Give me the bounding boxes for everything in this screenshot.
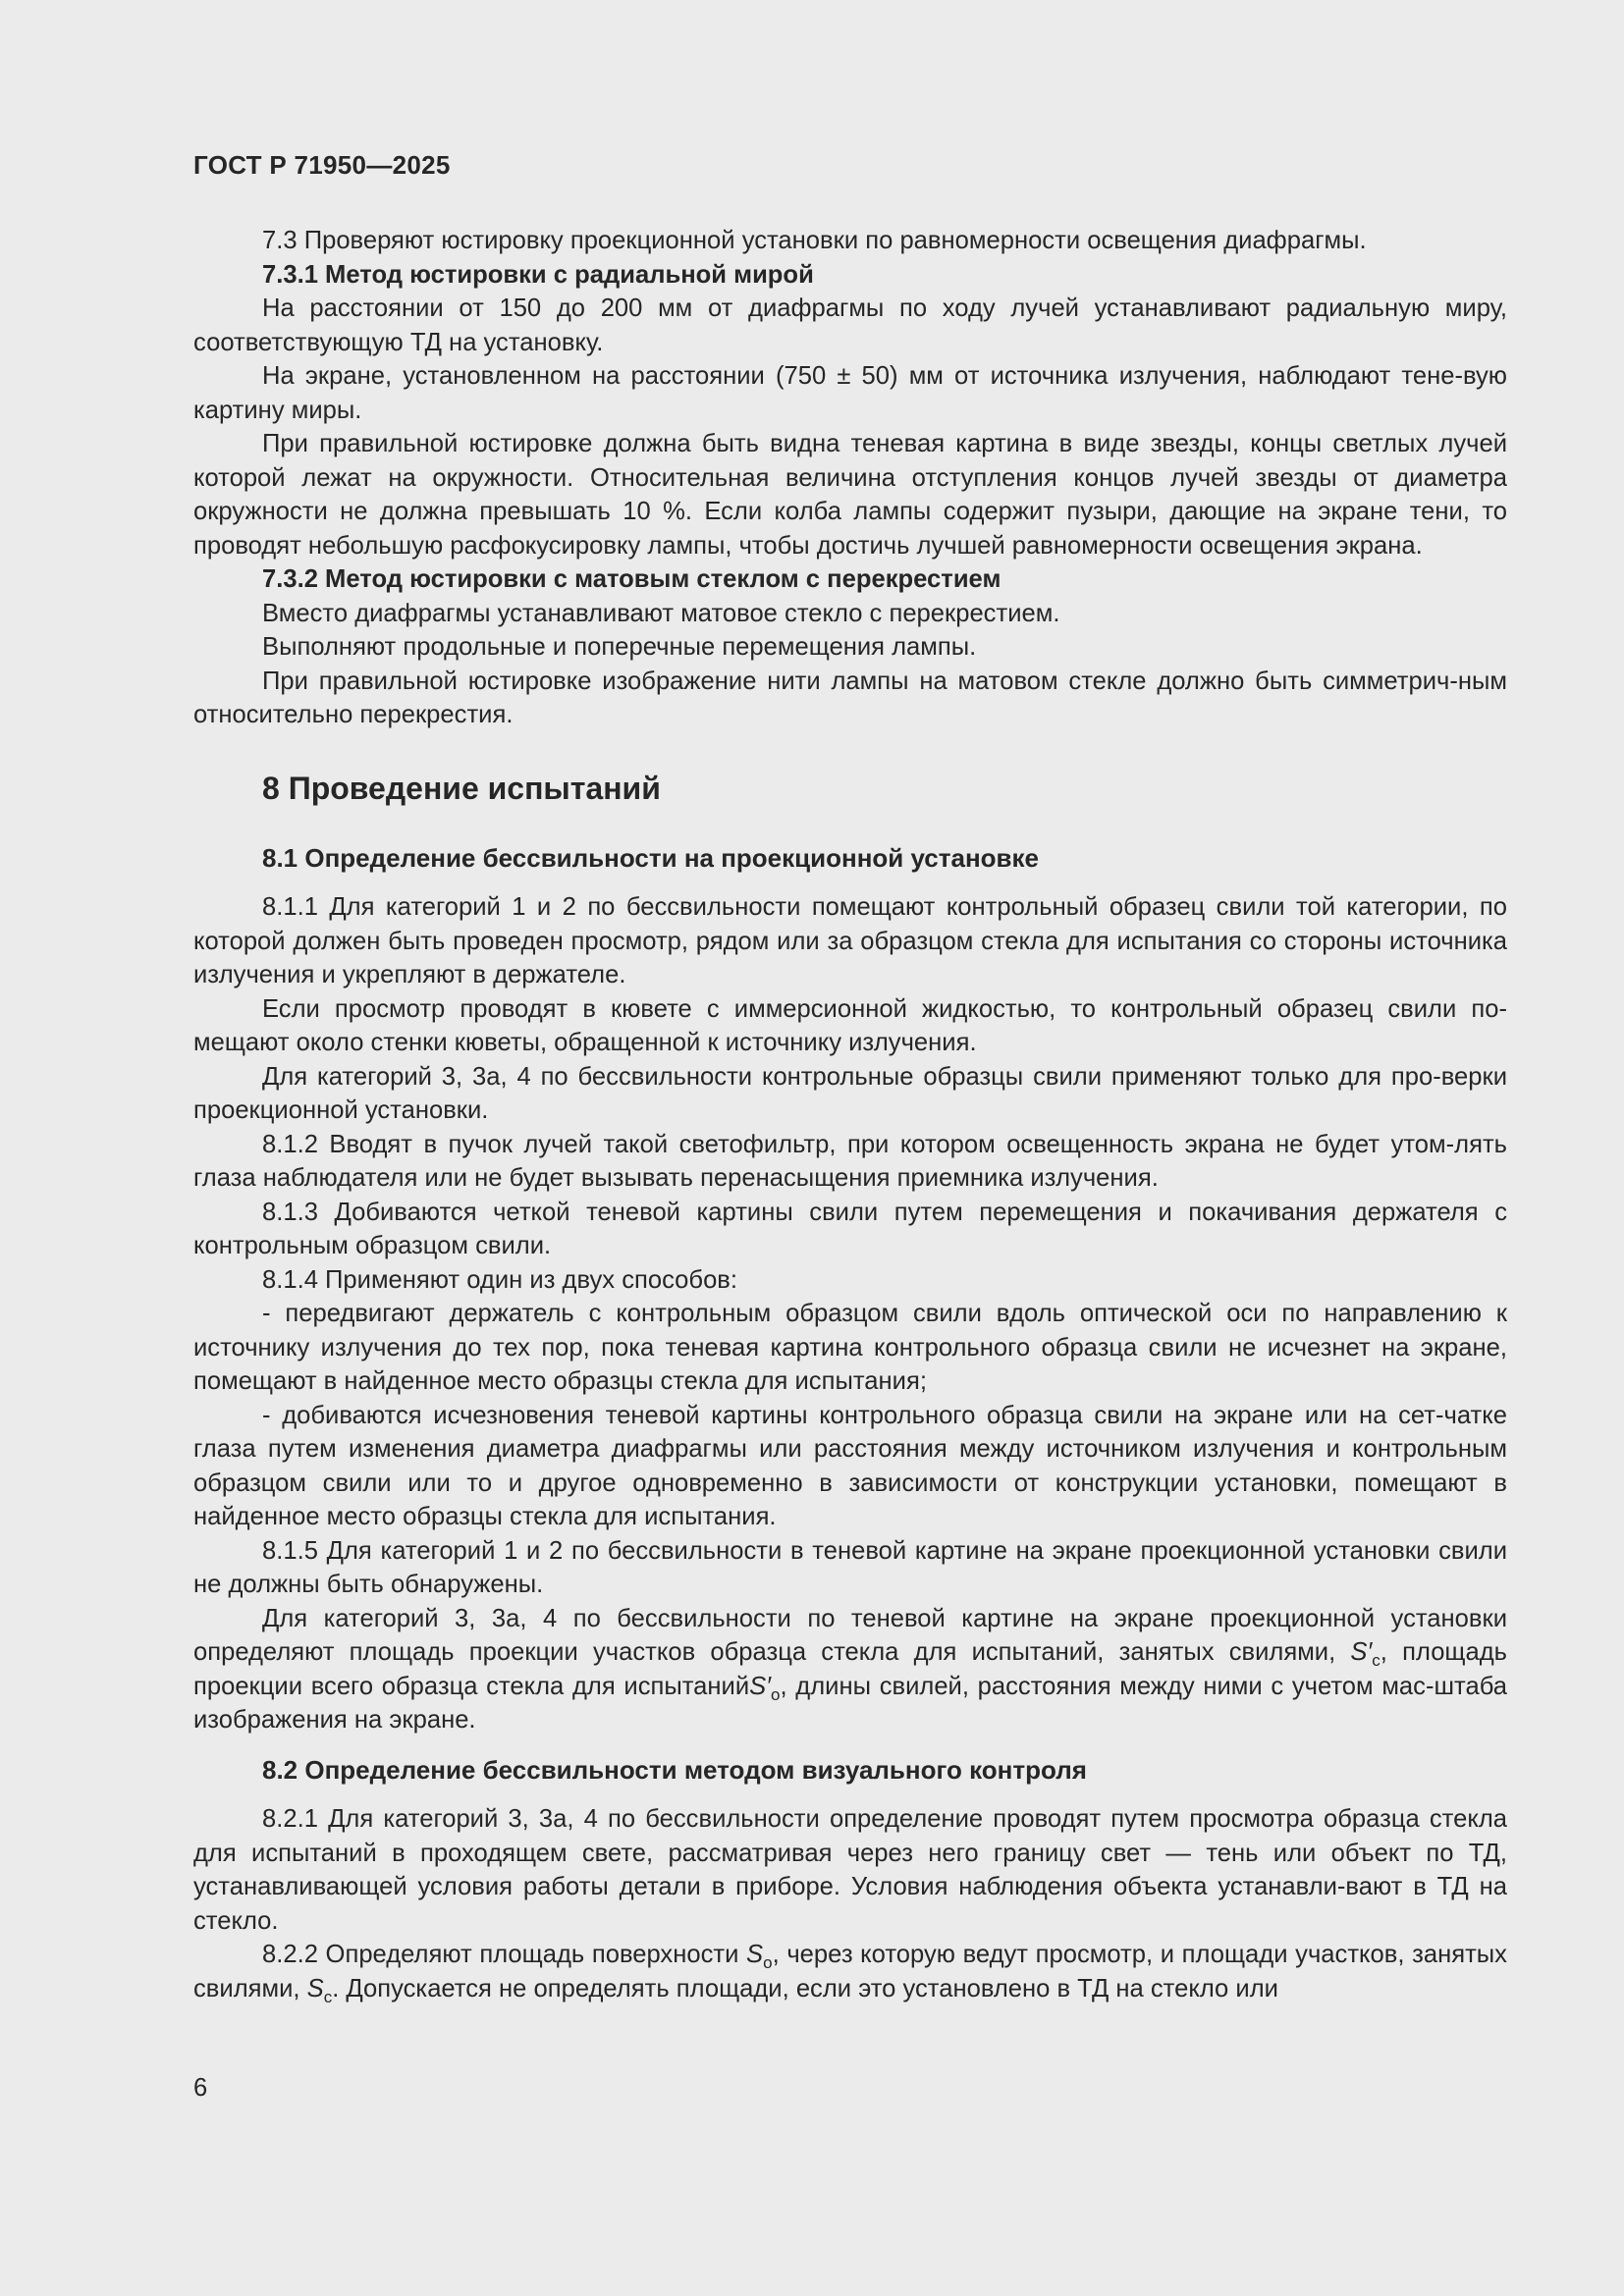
- paragraph-8-2-2: [193, 1938, 1507, 2005]
- paragraph-8-2-1: 8.2.1 Для категорий 3, 3а, 4 по бессвильности определение проводят путем просмотра образца стекла для испытаний в проходящем свете, рассматривая через него границу свет — тень или объект по ТД, устанавливающей условия работы детали в приборе. Условия наблюдения объекта устанавли-вают в ТД на стекло.: [193, 1805, 1507, 1935]
- symbol-s: [306, 1974, 333, 2006]
- paragraph-8-1-5: 8.1.5 Для категорий 1 и 2 по бессвильности в теневой картине на экране проекционной установки свили не должны быть обнаружены.: [193, 1536, 1507, 1598]
- paragraph-7-3: 7.3 Проверяют юстировку проекционной установки по равномерности освещения диафрагмы.: [262, 227, 1367, 254]
- subsection-title-7-3-1: 7.3.1 Метод юстировки с радиальной мирой: [262, 260, 814, 289]
- paragraph-7-3-1-a: На расстоянии от 150 до 200 мм от диафрагмы по ходу лучей устанавливают радиальную миру, соответствующую ТД на установку.: [193, 294, 1507, 356]
- subscript-o: о: [771, 1684, 781, 1704]
- document-body: [193, 224, 1507, 2005]
- paragraph-text: , длины свилей, расстояния между ними с учетом мас-штаба изображения на экране.: [193, 1672, 1507, 1734]
- subscript-c: с: [323, 1987, 333, 2006]
- paragraph-8-1-1-c: Для категорий 3, 3а, 4 по бессвильности контрольные образцы свили применяют только для про-верки проекционной установки.: [193, 1062, 1507, 1124]
- paragraph-8-1-3: 8.1.3 Добиваются четкой теневой картины свили путем перемещения и покачивания держателя с контрольным образцом свили.: [193, 1198, 1507, 1259]
- paragraph-7-3-1-b: На экране, установленном на расстоянии (750 ± 50) мм от источника излучения, наблюдают тене-вую картину миры.: [193, 362, 1507, 424]
- paragraph-text: , через которую ведут просмотр, и площади участков, занятых свилями,: [193, 1941, 1507, 2002]
- paragraph-8-1-4-a: - передвигают держатель с контрольным образцом свили вдоль оптической оси по направлению к источнику излучения до тех пор, пока теневая картина контрольного образца свили не исчезнет на экране, помещают в найденное место образцы стекла для испытания;: [193, 1300, 1507, 1395]
- subsection-title-8-1: 8.1 Определение бессвильности на проекционной установке: [262, 842, 1039, 873]
- paragraph-8-1-4: 8.1.4 Применяют один из двух способов:: [262, 1265, 738, 1294]
- paragraph-8-1-2: 8.1.2 Вводят в пучок лучей такой светофильтр, при котором освещенность экрана не будет утом-лять глаза наблюдателя или не будет вызывать перенасыщения приемника излучения.: [193, 1130, 1507, 1192]
- page-number: 6: [193, 2074, 208, 2102]
- symbol-letter: S: [306, 1974, 324, 2002]
- paragraph-8-1-1-b: Если просмотр проводят в кювете с иммерсионной жидкостью, то контрольный образец свили по-мещают около стенки кюветы, обращенной к источнику излучения.: [193, 994, 1507, 1056]
- subsection-title-8-2: 8.2 Определение бессвильности методом визуального контроля: [262, 1754, 1087, 1785]
- paragraph-text: , площадь проекции всего образца стекла для испытаний: [193, 1638, 1507, 1700]
- paragraph-7-3-2-a: Вместо диафрагмы устанавливают матовое стекло с перекрестием.: [262, 599, 1060, 627]
- symbol-letter: S′: [1350, 1638, 1373, 1666]
- paragraph-7-3-1-c: При правильной юстировке должна быть видна теневая картина в виде звезды, концы светлых лучей которой лежат на окружности. Относительная величина отступления концов лучей звезды от диаметра окружности не должна превышать 10 %. Если колба лампы содержит пузыри, дающие на экране тени, то проводят небольшую расфокусировку лампы, чтобы достичь лучшей равномерности освещения экрана.: [193, 430, 1507, 560]
- subscript-o: о: [763, 1953, 773, 1972]
- paragraph-7-3-2-c: При правильной юстировке изображение нити лампы на матовом стекле должно быть симметрич-ным относительно перекрестия.: [193, 667, 1507, 728]
- subsection-title-7-3-2: 7.3.2 Метод юстировки с матовым стеклом с перекрестием: [262, 565, 1001, 593]
- paragraph-text: . Допускается не определять площади, если это установлено в ТД на стекло или: [332, 1974, 1278, 2002]
- symbol-letter: S: [746, 1941, 764, 1968]
- subscript-c: с: [1372, 1651, 1380, 1670]
- document-code-header: ГОСТ Р 71950—2025: [193, 150, 451, 180]
- paragraph-8-1-5-b: [193, 1602, 1507, 1737]
- symbol-s-prime: [1350, 1638, 1380, 1670]
- symbol-letter: S′: [749, 1672, 772, 1700]
- symbol-s: [746, 1941, 773, 1972]
- paragraph-text: 8.2.2 Определяют площадь поверхности: [262, 1941, 747, 1968]
- paragraph-7-3-2-b: Выполняют продольные и поперечные перемещения лампы.: [262, 633, 977, 661]
- paragraph-8-1-1: 8.1.1 Для категорий 1 и 2 по бессвильности помещают контрольный образец свили той категории, по которой должен быть проведен просмотр, рядом или за образцом стекла для испытания со стороны источника излучения и укрепляют в держателе.: [193, 893, 1507, 988]
- paragraph-8-1-4-b: - добиваются исчезновения теневой картины контрольного образца свили на экране или на сет-чатке глаза путем изменения диаметра диафрагмы или расстояния между источником излучения и контрольным образцом свили или то и другое одновременно в зависимости от конструкции установки, помещают в найденное место образцы стекла для испытания.: [193, 1401, 1507, 1530]
- paragraph-text: Для категорий 3, 3а, 4 по бессвильности по теневой картине на экране проекционной установки определяют площадь проекции участков образца стекла для испытаний, занятых свилями,: [193, 1604, 1507, 1666]
- symbol-s-prime: [749, 1672, 781, 1704]
- section-title-8: 8 Проведение испытаний: [262, 770, 661, 806]
